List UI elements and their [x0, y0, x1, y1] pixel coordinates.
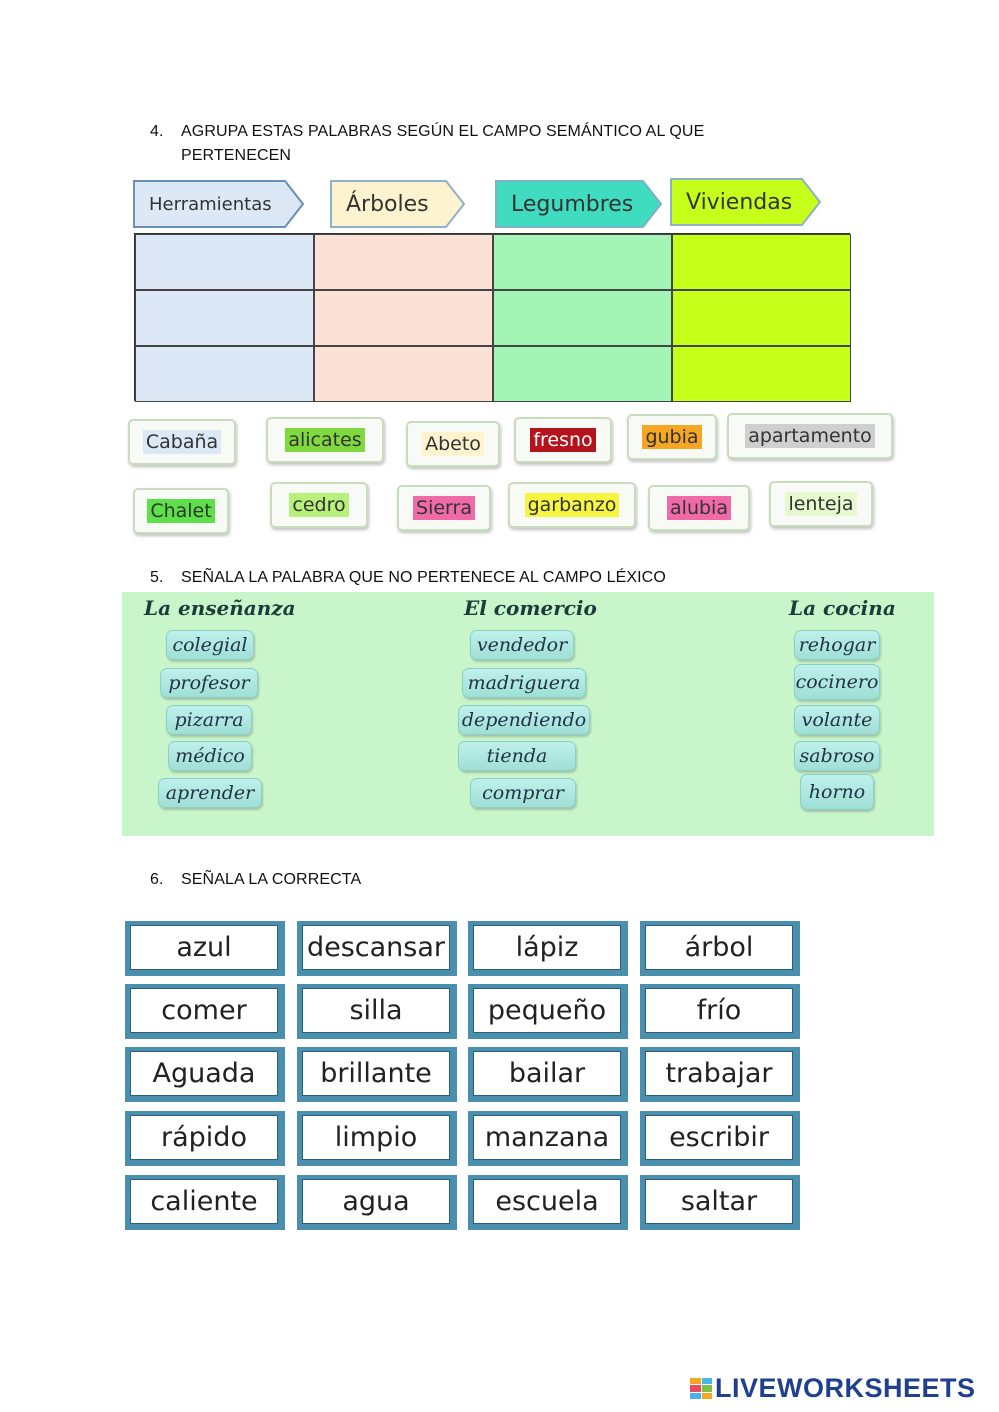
word-label: apartamento: [745, 424, 875, 448]
word-label: profesor: [168, 672, 250, 694]
word-box[interactable]: [640, 1175, 800, 1230]
drop-grid: [134, 233, 850, 401]
word-label: horno: [808, 781, 866, 803]
drop-cell[interactable]: [135, 290, 314, 346]
word-label: descansar: [306, 932, 446, 963]
column-title-comercio: El comercio: [464, 596, 597, 620]
word-chip-fresno[interactable]: [514, 417, 612, 463]
word-option[interactable]: [168, 741, 252, 771]
category-header-legumbres: [495, 178, 663, 230]
word-label: silla: [349, 995, 403, 1026]
word-box[interactable]: [297, 921, 457, 976]
drop-cell[interactable]: [314, 234, 493, 290]
word-label: bailar: [508, 1058, 586, 1089]
word-option[interactable]: [470, 778, 576, 808]
question-5: [150, 566, 666, 590]
category-header-viviendas: [670, 176, 822, 228]
word-box[interactable]: [125, 921, 285, 976]
category-header-herramientas: [133, 178, 305, 230]
word-chip-abeto[interactable]: [406, 421, 500, 467]
category-label: Herramientas: [149, 193, 272, 215]
word-label: garbanzo: [525, 493, 620, 517]
question-number: 4.: [150, 123, 164, 140]
word-box[interactable]: [468, 1111, 628, 1166]
word-box[interactable]: [297, 1047, 457, 1102]
question-6: [150, 868, 361, 892]
word-label: Abeto: [422, 432, 484, 456]
word-label: escuela: [495, 1186, 599, 1217]
word-label: lápiz: [515, 932, 579, 963]
word-chip-alicates[interactable]: [266, 417, 384, 463]
category-header-arboles: [330, 178, 466, 230]
question-text-line2: PERTENECEN: [181, 147, 292, 164]
word-box[interactable]: [297, 1175, 457, 1230]
category-label: Legumbres: [511, 191, 634, 217]
question-text: SEÑALA LA PALABRA QUE NO PERTENECE AL CAMPO LÉXICO: [181, 569, 666, 586]
question-number: 6.: [150, 871, 164, 888]
word-box[interactable]: [640, 921, 800, 976]
word-label: dependiendo: [461, 709, 587, 731]
word-label: rápido: [161, 1122, 247, 1153]
word-label: madriguera: [467, 672, 581, 694]
word-option[interactable]: [462, 668, 586, 698]
word-label: caliente: [150, 1186, 258, 1217]
word-option[interactable]: [458, 741, 576, 771]
question-text: SEÑALA LA CORRECTA: [181, 871, 362, 888]
lexical-field-panel: [122, 592, 934, 836]
question-text-line1: AGRUPA ESTAS PALABRAS SEGÚN EL CAMPO SEMÁNTICO AL QUE: [181, 123, 705, 140]
word-label: comer: [161, 995, 247, 1026]
column-title-cocina: La cocina: [789, 596, 896, 620]
word-option[interactable]: [158, 778, 262, 808]
word-box[interactable]: [125, 1111, 285, 1166]
drop-cell[interactable]: [493, 290, 672, 346]
drop-cell[interactable]: [493, 234, 672, 290]
word-label: cocinero: [795, 671, 879, 693]
word-label: frío: [696, 995, 742, 1026]
word-label: médico: [175, 745, 245, 767]
word-label: fresno: [530, 428, 595, 452]
category-label: Árboles: [346, 191, 429, 217]
drop-cell[interactable]: [314, 290, 493, 346]
drop-cell[interactable]: [135, 234, 314, 290]
word-label: Aguada: [152, 1058, 256, 1089]
drop-cell[interactable]: [135, 346, 314, 402]
column-title-ensenanza: La enseñanza: [144, 596, 296, 620]
drop-cell[interactable]: [314, 346, 493, 402]
word-option[interactable]: [794, 705, 880, 735]
word-box[interactable]: [640, 1047, 800, 1102]
word-box[interactable]: [468, 1175, 628, 1230]
liveworksheets-logo: [690, 1373, 976, 1404]
word-label: gubia: [642, 425, 701, 449]
drop-cell[interactable]: [672, 234, 851, 290]
word-box[interactable]: [297, 1111, 457, 1166]
word-chip-apartamento[interactable]: [727, 413, 893, 459]
word-label: cedro: [289, 493, 348, 517]
word-chip-cabana[interactable]: [128, 419, 236, 465]
word-label: comprar: [482, 782, 564, 804]
word-label: agua: [342, 1186, 410, 1217]
word-option[interactable]: [160, 668, 258, 698]
word-label: árbol: [684, 932, 754, 963]
word-label: vendedor: [476, 634, 568, 656]
drop-cell[interactable]: [672, 290, 851, 346]
brand-name: LIVEWORKSHEETS: [715, 1373, 976, 1403]
drop-cell[interactable]: [672, 346, 851, 402]
word-label: volante: [801, 709, 873, 731]
word-chip-cedro[interactable]: [270, 482, 368, 528]
word-box[interactable]: [468, 984, 628, 1039]
word-box[interactable]: [297, 984, 457, 1039]
word-chip-alubia[interactable]: [648, 485, 750, 531]
word-chip-chalet[interactable]: [133, 488, 229, 534]
word-label: pizarra: [174, 709, 244, 731]
word-label: lenteja: [785, 492, 856, 516]
word-label: trabajar: [665, 1058, 773, 1089]
word-box[interactable]: [640, 1111, 800, 1166]
word-label: escribir: [669, 1122, 769, 1153]
word-option[interactable]: [458, 705, 590, 735]
word-option[interactable]: [794, 664, 880, 700]
question-number: 5.: [150, 569, 164, 586]
word-label: sabroso: [799, 745, 875, 767]
word-option[interactable]: [166, 705, 252, 735]
word-box[interactable]: [468, 1047, 628, 1102]
word-chip-gubia[interactable]: [627, 414, 717, 460]
word-chip-sierra[interactable]: [397, 485, 491, 531]
word-label: azul: [176, 932, 232, 963]
word-label: aprender: [165, 782, 255, 804]
category-label: Viviendas: [686, 189, 793, 215]
word-chip-lenteja[interactable]: [769, 481, 873, 527]
word-label: pequeño: [487, 995, 607, 1026]
word-box[interactable]: [125, 984, 285, 1039]
word-box[interactable]: [640, 984, 800, 1039]
word-label: saltar: [680, 1186, 758, 1217]
liveworksheets-logo-icon: [690, 1378, 712, 1400]
word-option[interactable]: [800, 774, 874, 810]
word-label: alicates: [285, 428, 364, 452]
word-label: manzana: [484, 1122, 610, 1153]
word-option[interactable]: [166, 630, 254, 660]
word-label: colegial: [172, 634, 248, 656]
drop-cell[interactable]: [493, 346, 672, 402]
word-box[interactable]: [468, 921, 628, 976]
word-option[interactable]: [470, 630, 574, 660]
question-4: [150, 120, 704, 168]
word-label: rehogar: [798, 634, 876, 656]
word-option[interactable]: [794, 741, 880, 771]
word-label: Chalet: [147, 499, 214, 523]
word-label: Cabaña: [143, 430, 221, 454]
word-label: alubia: [667, 496, 731, 520]
word-label: limpio: [334, 1122, 418, 1153]
word-label: tienda: [486, 745, 548, 767]
word-box[interactable]: [125, 1175, 285, 1230]
word-option[interactable]: [794, 630, 880, 660]
word-label: brillante: [320, 1058, 432, 1089]
word-box[interactable]: [125, 1047, 285, 1102]
word-chip-garbanzo[interactable]: [508, 482, 636, 528]
word-label: Sierra: [413, 496, 475, 520]
